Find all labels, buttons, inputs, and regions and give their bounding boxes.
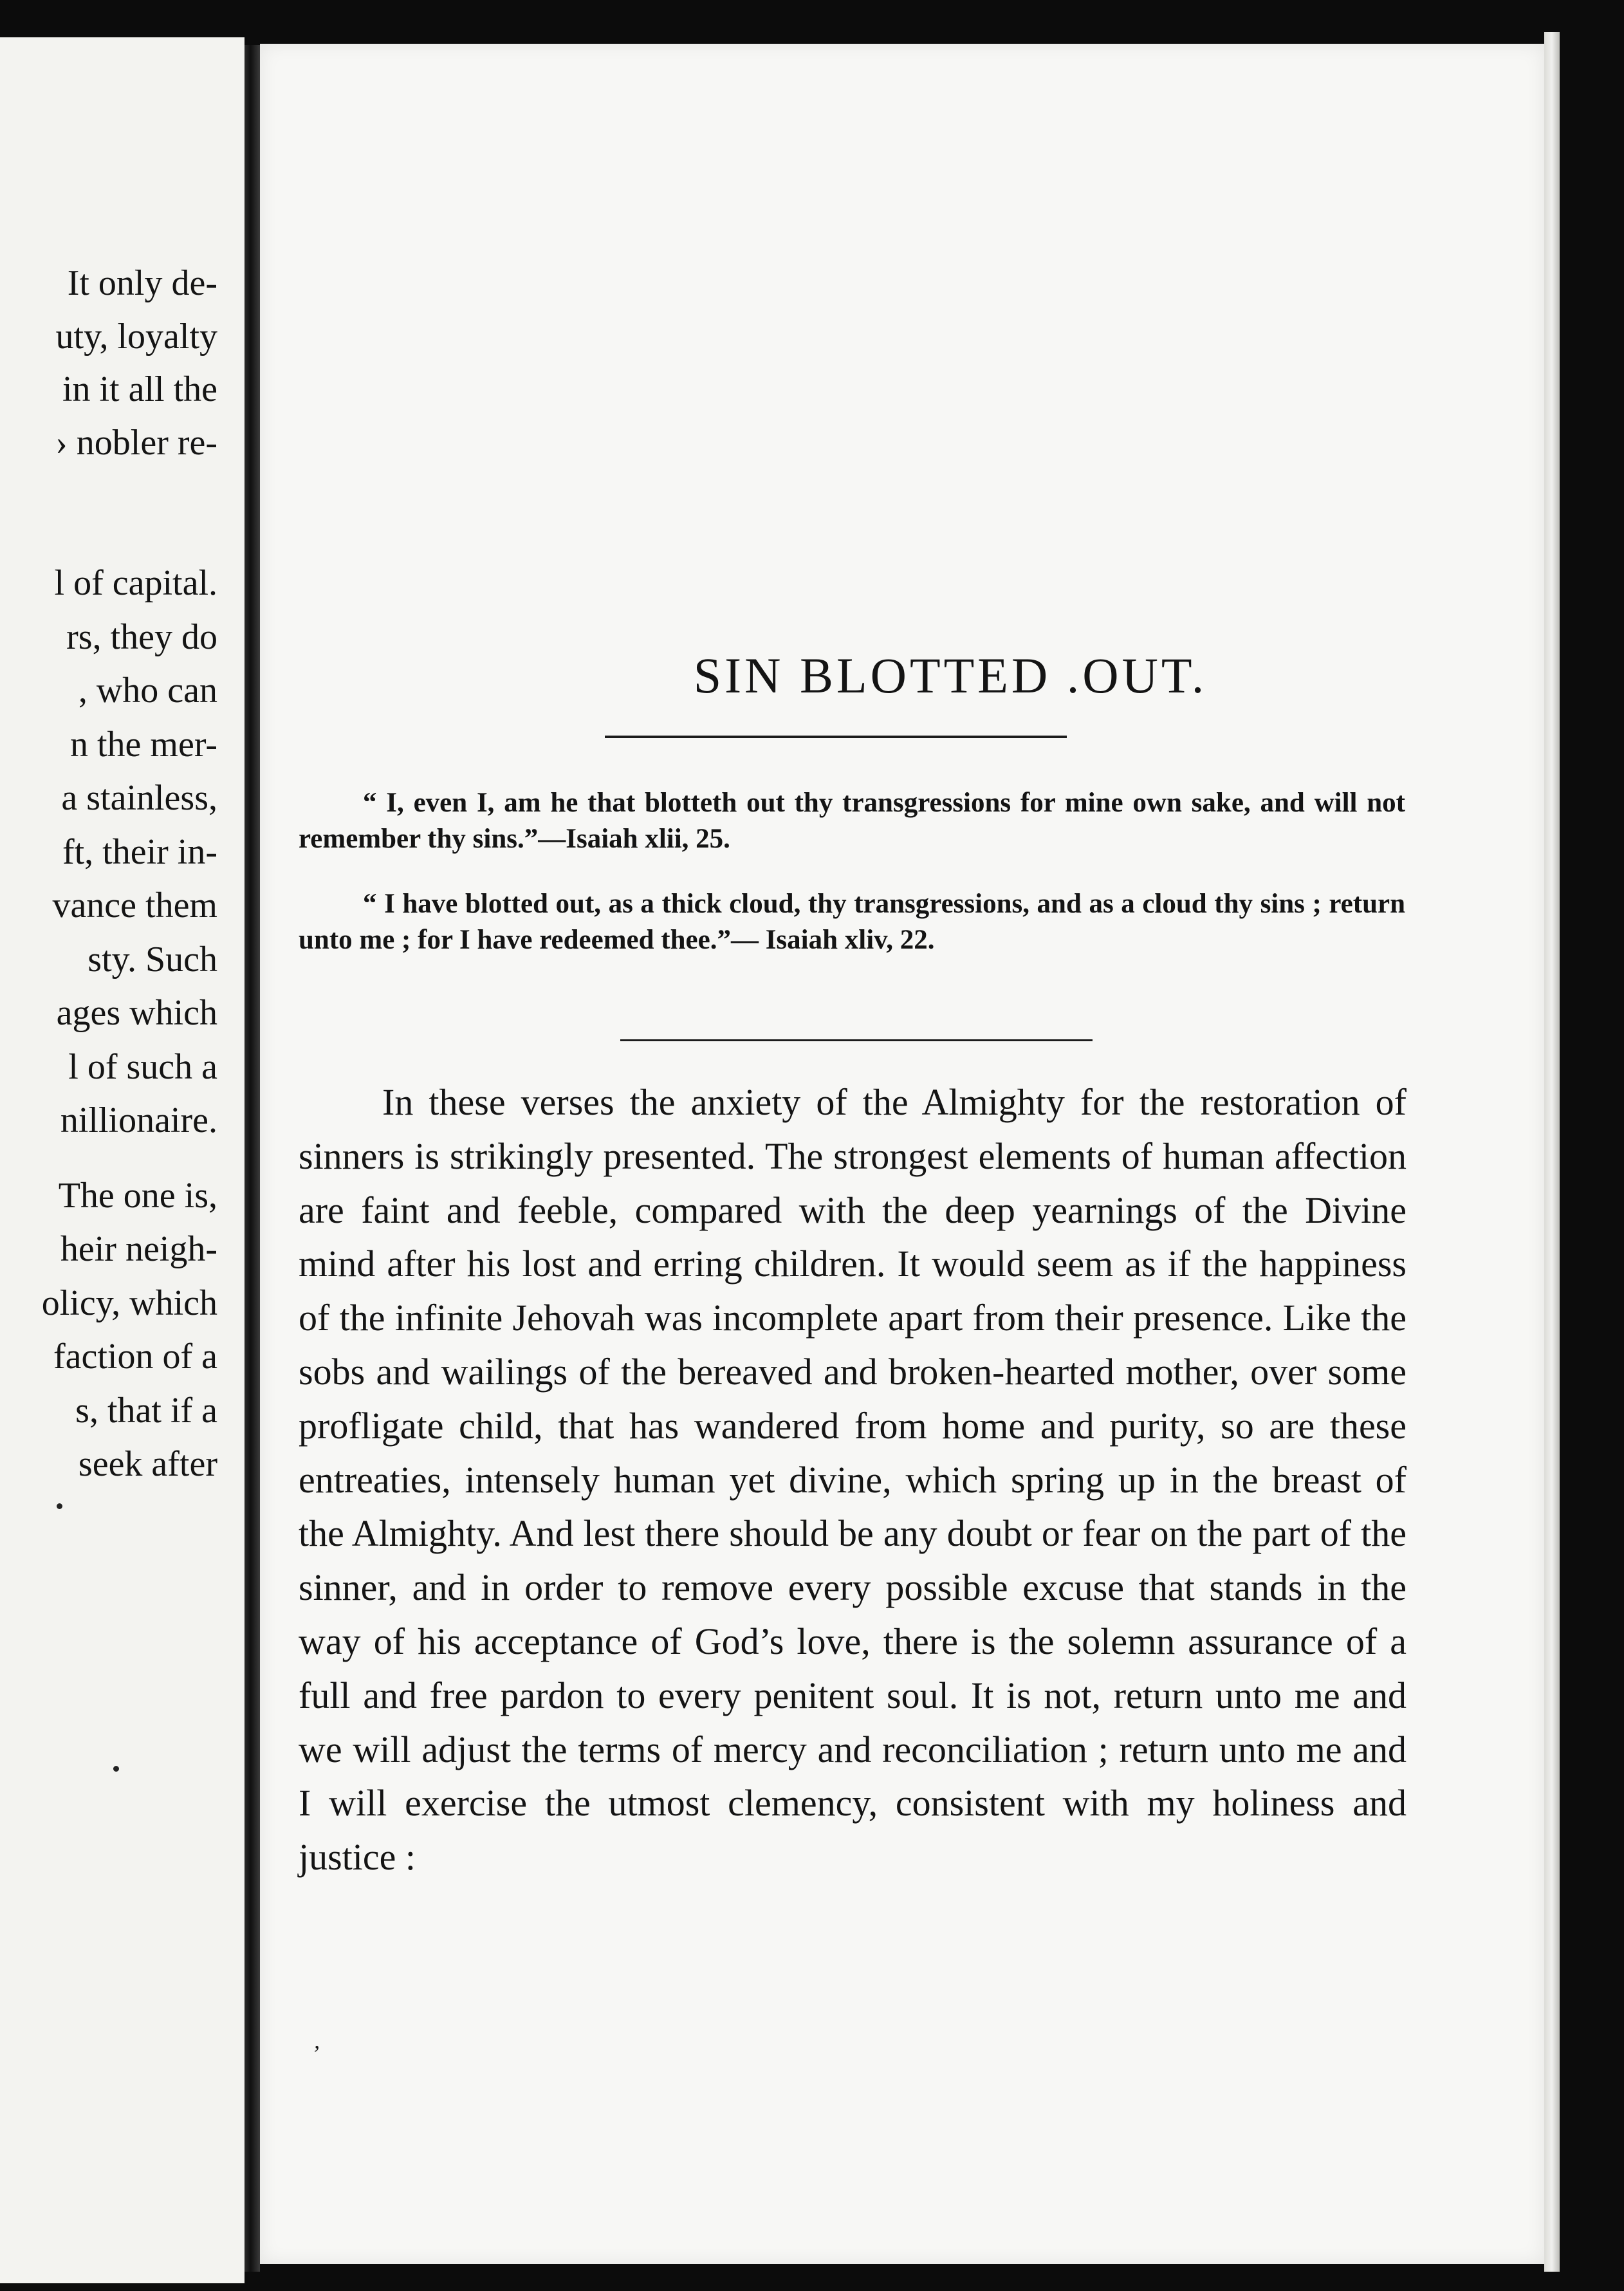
left-line: heir neigh- (60, 1229, 217, 1269)
speck (113, 1766, 119, 1772)
left-line: vance them (52, 886, 217, 925)
epigraph-isaiah-44: “ I have blotted out, as a thick cloud, thy transgressions, and as a cloud thy sins ; return unto me ; for I have redeemed thee.”— Isaiah xliv, 22. (299, 889, 1405, 955)
left-line: olicy, which (41, 1283, 217, 1323)
right-page (260, 44, 1544, 2264)
epigraph-rule (620, 1039, 1093, 1041)
left-line: a stainless, (61, 778, 217, 818)
left-line: s, that if a (75, 1391, 217, 1431)
left-page (0, 37, 245, 2283)
speck (57, 1503, 62, 1509)
page-edge (1544, 32, 1560, 2272)
left-line: l of such a (68, 1047, 217, 1087)
epigraph-isaiah-42: “ I, even I, am he that blotteth out thy transgressions for mine own sake, and will not remember thy sins.”—Isaiah xlii, 25. (299, 788, 1405, 854)
title-rule (605, 736, 1067, 738)
left-line: n the mer- (69, 725, 217, 765)
body-paragraph: In these verses the anxiety of the Almighty for the restoration of sinners is strikingly presented. The strongest elements of human affection are faint and feeble, compared with the deep yearnings of the Divine mind after his lost and erring children. It would seem as if the happiness of the infinite Jehovah was incomplete apart from their presence. Like the sobs and wailings of the bereaved and broken-hearted mother, over some profligate child, that has wandered from home and purity, so are these entreaties, intensely human yet divine, which spring up in the breast of the Almighty. And lest there should be any doubt or fear on the part of the sinner, and in order to remove every possible excuse that stands in the way of his acceptance of God’s love, there is the solemn assurance of a full and free pardon to every penitent soul. It is not, return unto me and we will adjust the terms of mercy and reconciliation ; return unto me and I will exercise the utmost clemency, consistent with my holiness and justice : (299, 1081, 1407, 1878)
left-line: in it all the (62, 369, 217, 409)
left-line: ages which (56, 993, 217, 1033)
left-line: uty, loyalty (55, 317, 217, 357)
left-line: › nobler re- (55, 423, 217, 463)
book-gutter (245, 45, 260, 2272)
left-line: The one is, (58, 1176, 217, 1216)
stray-mark: ʼ (311, 2041, 319, 2066)
chapter-title: SIN BLOTTED .OUT. (693, 647, 1208, 704)
left-line: l of capital. (54, 563, 217, 603)
left-line: faction of a (53, 1337, 217, 1377)
left-line: rs, they do (66, 617, 217, 657)
left-line: ft, their in- (62, 832, 217, 872)
left-line: , who can (78, 671, 217, 710)
left-line: nillionaire. (60, 1100, 217, 1140)
left-line: It only de- (67, 263, 217, 303)
left-line: sty. Such (88, 940, 217, 979)
left-line: seek after (78, 1444, 217, 1484)
